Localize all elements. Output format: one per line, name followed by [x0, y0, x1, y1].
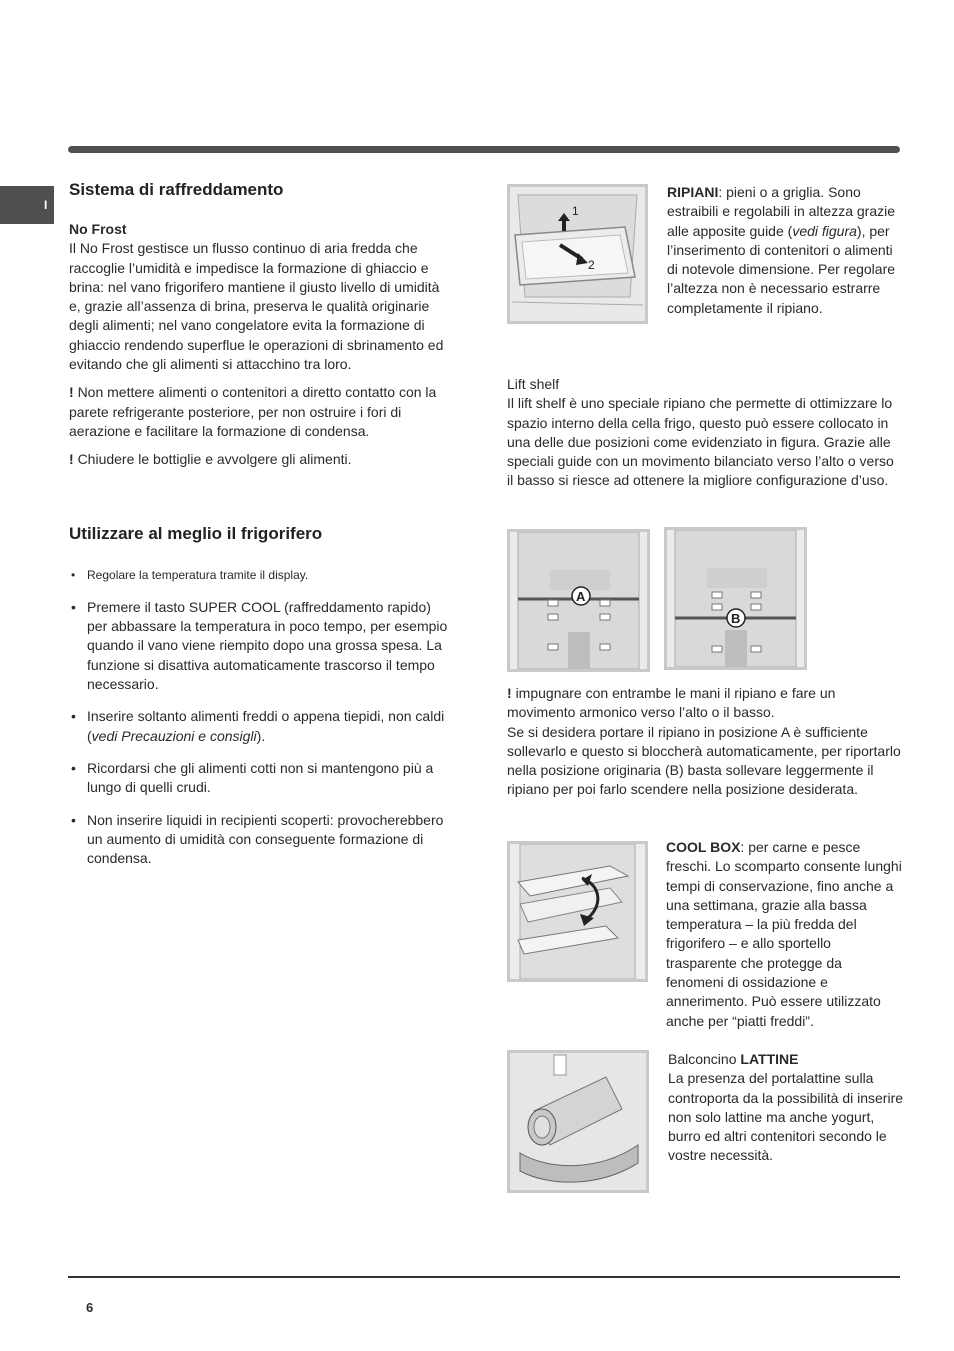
fig1-label-2: 2 [588, 258, 595, 272]
ripiani-text-a: : pieni o a griglia. Sono estraibili e regolabili in altezza grazie alle apposite guide ( [667, 184, 896, 239]
list-item: • Premere il tasto SUPER COOL (raffreddamento rapido) per abbassare la temperatura in poco tempo, per esempio quando il vano viene riempito dopo una grossa spesa. La funzione si disattiva automaticamente trascorso il tempo necessario. [69, 598, 451, 694]
nofrost-paragraph: Il No Frost gestisce un flusso continuo di aria fredda che raccoglie l’umidità e impedisce la formazione di ghiaccio e brina: nel vano frigorifero mantiene il giusto livello di umidità e, grazie all’assenza di brina, preserva le qualità originarie degli alimenti; nel vano congelatore evita la formazione di ghiaccio rendendo superflue le operazioni di sbrinamento ed evitando che gli alimenti si attacchino tra loro. [69, 240, 444, 373]
ripiani-reference: vedi figura [792, 222, 857, 239]
left-column [69, 178, 451, 868]
cool-box-title: COOL BOX [666, 839, 741, 855]
warning-mark: ! [69, 384, 74, 401]
can-rack-prefix: Balconcino [668, 1051, 741, 1067]
bullet3-text-a: Inserire soltanto alimenti freddi o appena tiepidi, non caldi ( [87, 708, 445, 744]
bullet3-text-b: ). [256, 727, 266, 744]
shelf-figure [507, 184, 648, 324]
lift-warning-text: impugnare con entrambe le mani il ripiano e fare un movimento armonico verso l’alto o il basso. [507, 685, 836, 721]
section-title-usage: Utilizzare al meglio il frigorifero [69, 523, 323, 543]
warning-mark: ! [69, 451, 74, 468]
nofrost-heading: No Frost [69, 221, 127, 237]
warning-2 [69, 450, 451, 469]
section-title-cooling: Sistema di raffreddamento [69, 180, 284, 199]
ripiani-description [667, 183, 903, 318]
list-item: • Ricordarsi che gli alimenti cotti non si mantengono più a lungo di quelli crudi. [69, 759, 451, 798]
warning-1 [69, 383, 451, 441]
fig1-label-1: 1 [572, 204, 579, 218]
ripiani-text-b: ), per l’inserimento di contenitori o alimenti di notevole dimensione. Per regolare l’altezza non è necessario estrarre completamente il ripiano. [667, 222, 896, 316]
warning-1-text: Non mettere alimenti o contenitori a diretto contatto con la parete refrigerante posteriore, per non ostruire i fori di aerazione e facilitare la formazione di condensa. [69, 384, 437, 439]
lift-position-b-figure [664, 527, 807, 670]
cross-reference: vedi Precauzioni e consigli [91, 727, 257, 744]
cool-box-text: : per carne e pesce freschi. Lo scomparto consente lunghi tempi di conservazione, fino anche a una settimana, grazie alla bassa temperatura – la più fredda del frigorifero – e allo sportello trasparente che protegge da fenomeni di ossidazione e annerimento. Può essere utilizzato anche per “piatti freddi”. [666, 839, 902, 1029]
top-rule [68, 146, 900, 153]
lift-shelf-section [507, 375, 903, 491]
list-item: • Regolare la temperatura tramite il display. [69, 566, 451, 585]
can-rack-description [668, 1050, 904, 1166]
lift-position-text: Se si desidera portare il ripiano in posizione A è sufficiente sollevarlo e questo si bloccherà automaticamente, per riportarlo nella posizione originaria (B) basta sollevare leggermente il ripiano per poi farlo scendere nella posizione desiderata. [507, 723, 901, 798]
list-item: • Non inserire liquidi in recipienti scoperti: provocherebbero un aumento di umidità con conseguente formazione di condensa. [69, 811, 451, 869]
can-rack-figure [507, 1050, 649, 1193]
warning-2-text: Chiudere le bottiglie e avvolgere gli alimenti. [77, 451, 352, 468]
lift-instructions [507, 684, 903, 800]
tips-list [69, 566, 451, 869]
language-tab-letter: I [44, 198, 48, 212]
lift-shelf-title: Lift shelf [507, 376, 560, 392]
lift-position-a-figure [507, 529, 650, 672]
list-item [69, 707, 451, 746]
bottom-rule [68, 1276, 900, 1278]
can-rack-text: La presenza del portalattine sulla controporta da la possibilità di inserire non solo lattine ma anche yogurt, burro ed altri contenitori secondo le vostre necessità. [668, 1070, 904, 1164]
ripiani-title: RIPIANI [667, 184, 719, 200]
cool-box-description [666, 838, 902, 1031]
position-b-label: B [731, 611, 741, 626]
language-tab [0, 186, 54, 224]
warning-mark: ! [507, 685, 512, 701]
cool-box-figure [507, 841, 648, 982]
lift-warning [507, 684, 903, 723]
position-a-label: A [576, 589, 586, 604]
lift-shelf-text: Il lift shelf è uno speciale ripiano che permette di ottimizzare lo spazio interno della cella frigo, questo può essere collocato in una delle due posizioni come evidenziato in figura. Grazie alle speciali guide con un movimento bilanciato verso l’alto o verso il basso si riesce ad ottenere la migliore configurazione d’uso. [507, 395, 894, 489]
can-rack-title: LATTINE [740, 1051, 799, 1067]
page-number: 6 [86, 1300, 94, 1315]
